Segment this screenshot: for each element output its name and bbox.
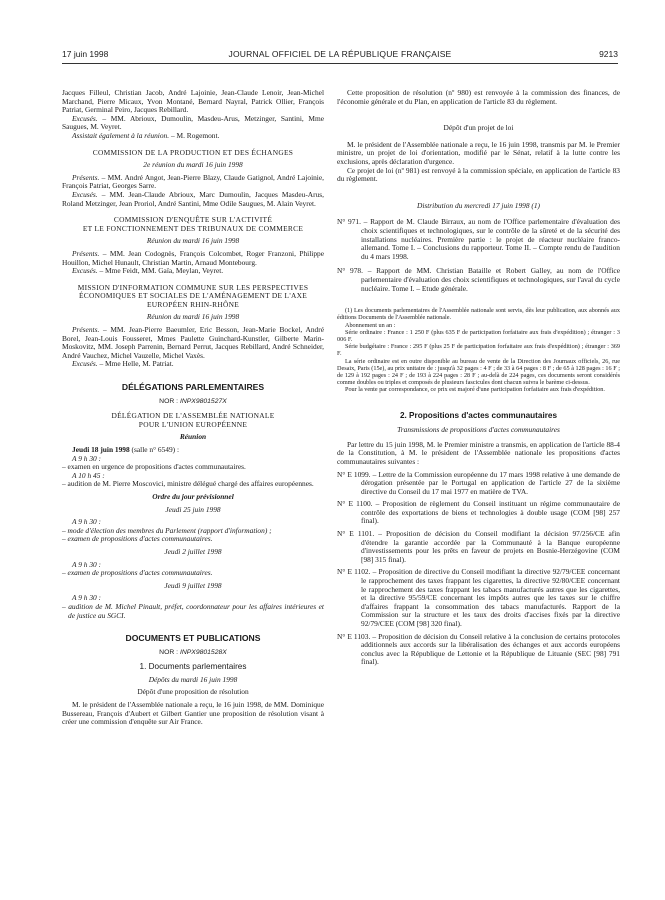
- mission-information-title: MISSION D'INFORMATION COMMUNE SUR LES PERSPECTIVES ÉCONOMIQUES ET SOCIALES DE L'AMÉNAGEMENT DE L'AXE EUROPÉEN RHIN-RHÔNE: [77, 282, 309, 309]
- section-2-intro: Par lettre du 15 juin 1998, M. le Premier ministre a transmis, en application de l'article 88-4 de la Constitution, à M. le président de l'Assemblée nationale les propositions d'actes communautaires suivantes :: [337, 439, 620, 466]
- document-978: N° 978. – Rapport de MM. Christian Bataille et Robert Galley, au nom de l'Office parlementaire d'évaluation des choix scientifiques et technologiques, sur l'aval du cycle nucléaire. Tome I. – Etude générale.: [337, 266, 620, 293]
- commission-enquete-meeting: Réunion du mardi 16 juin 1998: [146, 236, 240, 246]
- agenda-item-audition-pinault: – audition de M. Michel Pinault, préfet, coordonnateur pour les affaires intérieures et de justice au SGCI.: [62, 601, 324, 620]
- page-number: 9213: [599, 49, 618, 59]
- mission-information-present: Présents. – MM. Jean-Pierre Baeumler, Eric Besson, Jean-Marie Bockel, André Borel, Jean-Louis Fousseret, Mmes Paulette Guinchard-Kunstler, Gilberte Marin-Moskovitz, MM. Joseph Parrenin, Bernard Perrut, Jacques Rebillard, André Schneider, André Vauchez, Michel Vauzelle, Michel Vaxès.: [62, 325, 324, 360]
- section-2-subheading: Transmissions de propositions d'actes communautaires: [397, 425, 560, 435]
- header-date: 17 juin 1998: [62, 49, 109, 59]
- date-9-juillet: Jeudi 9 juillet 1998: [164, 580, 222, 590]
- date-25-juin: Jeudi 25 juin 1998: [165, 504, 221, 514]
- commission-production-title: COMMISSION DE LA PRODUCTION ET DES ÉCHANGES: [92, 147, 294, 157]
- attendees-continued: Jacques Filleul, Christian Jacob, André Lajoinie, Jean-Claude Lenoir, Jean-Michel Marchand, Pierre Micaux, Yvon Montané, Bernard Nayral, Patrick Ollier, François Patriat, Germinal Peiro, Jacques Rebillard.: [62, 88, 324, 115]
- delegation-title-1: DÉLÉGATION DE L'ASSEMBLÉE NATIONALE: [111, 411, 275, 421]
- agenda-item-examen-1: – examen de propositions d'actes communautaires.: [62, 534, 213, 544]
- time-9h30: A 9 h 30 :: [72, 453, 102, 463]
- agenda-item-urgent-exam: – examen en urgence de propositions d'actes communautaires.: [62, 462, 246, 472]
- jeudi-18-juin: Jeudi 18 juin 1998 (salle n° 6549) :: [72, 445, 180, 454]
- reunion-label: Réunion: [179, 432, 207, 442]
- commission-enquete-title-1: COMMISSION D'ENQUÊTE SUR L'ACTIVITÉ: [113, 215, 273, 225]
- mission-information-meeting: Réunion du mardi 16 juin 1998: [146, 312, 240, 322]
- footnote-mail-order: Pour la vente par correspondance, ce prix est majoré d'une participation forfaitaire aux frais d'expédition.: [345, 386, 605, 394]
- footnote-serie-budgetaire: Série budgétaire : France : 295 F (plus 25 F de participation forfaitaire aux frais d'expédition) ; étranger : 369 F.: [337, 343, 620, 358]
- left-column: [62, 89, 324, 727]
- section-1-subheading: Dépôts du mardi 16 juin 1998: [148, 674, 238, 684]
- footnote-serie-ordinaire: Série ordinaire : France : 1 250 F (plus 635 F de participation forfaitaire aux frais d'expédition) ; étranger : 3 006 F.: [337, 328, 620, 343]
- commission-enquete-present: Présents. – MM. Jean Codognès, François Colcombet, Roger Franzoni, Philippe Houillon, Michel Hunault, Christian Martin, Arnaud Montebourg.: [62, 248, 324, 267]
- ordre-du-jour-heading: Ordre du jour prévisionnel: [152, 491, 234, 501]
- section-1-subheading-2: Dépôt d'une proposition de résolution: [137, 687, 249, 697]
- depot-projet-loi-p2: Ce projet de loi (nº 981) est renvoyé à la commission spéciale, en application de l'article 83 du règlement.: [337, 165, 620, 184]
- footnote-block: [337, 307, 620, 393]
- commission-production-excused: Excusés. – MM. Jean-Claude Abrioux, Marc Dumoulin, Jacques Masdeu-Arus, Roland Metzinger, Jean Proriol, André Santini, Mme Odile Saugues, M. Alain Veyret.: [62, 189, 324, 208]
- commission-enquete-title-2: ET LE FONCTIONNEMENT DES TRIBUNAUX DE COMMERCE: [82, 223, 304, 233]
- page-header: [62, 49, 618, 63]
- commission-enquete-excused: Excusés. – Mme Feidt, MM. Gaïa, Meylan, Veyret.: [72, 266, 224, 276]
- nor-reference-2: NOR : INPX9801528X: [159, 648, 227, 656]
- time-2-juillet: A 9 h 30 :: [72, 559, 102, 569]
- act-e1101: N° E 1101. – Proposition de décision du Conseil modifiant la décision 97/256/CE afin d'étendre la garantie accordée par la Communauté à la Banque européenne d'investissements pour les prêts en faveur de projets en Bosnie-Herzégovine (COM [98] 315 final).: [337, 529, 620, 564]
- header-rule: [62, 63, 618, 64]
- agenda-item-mode-election: – mode d'élection des membres du Parlement (rapport d'information) ;: [62, 525, 272, 535]
- section-1-paragraph: M. le président de l'Assemblée nationale a reçu, le 16 juin 1998, de MM. Dominique Bussereau, François d'Aubert et Gilbert Gantier une proposition de résolution visant à créer une commission d'enquête sur Air France.: [62, 700, 324, 727]
- right-column: [337, 89, 620, 667]
- act-e1100: N° E 1100. – Proposition de règlement du Conseil instituant un régime communautaire de contrôle des exportations de biens et technologies à double usage (COM [98] 257 final).: [337, 499, 620, 526]
- depot-projet-loi-heading: Dépôt d'un projet de loi: [443, 123, 514, 133]
- section-1-heading: 1. Documents parlementaires: [139, 662, 247, 672]
- act-e1099: N° E 1099. – Lettre de la Commission européenne du 17 mars 1998 relative à une demande de dérogation présentée par le Portugal en application de l'article 27 de la sixième directive du Conseil du 17 mai 1977 en matière de TVA.: [337, 469, 620, 496]
- document-971: N° 971. – Rapport de M. Claude Birraux, au nom de l'Office parlementaire d'évaluation des choix scientifiques et technologiques, sur le contrôle de la sûreté et de la sécurité des installations nucléaires. Première partie : le projet de réacteur nucléaire franco-allemand. Tome I. – Conclusions du rapporteur. Tome II. – Compte rendu de l'audition du 4 mars 1998.: [337, 217, 621, 261]
- excused-paragraph: Excusés. – MM. Abrioux, Dumoulin, Masdeu-Arus, Metzinger, Santini, Mme Saugues, M. Veyret.: [62, 113, 324, 132]
- commission-production-meeting: 2e réunion du mardi 16 juin 1998: [143, 160, 243, 170]
- agenda-item-audition-moscovici: – audition de M. Pierre Moscovici, ministre délégué chargé des affaires européennes.: [62, 479, 314, 489]
- section-2-heading: 2. Propositions d'actes communautaires: [399, 410, 558, 420]
- footnote-1: (1) Les documents parlementaires de l'Assemblée nationale sont servis, dès leur publication, aux abonnés aux éditions Documents de l'Assemblée nationale.: [337, 307, 620, 322]
- delegations-heading: DÉLÉGATIONS PARLEMENTAIRES: [121, 382, 265, 393]
- time-25-juin: A 9 h 30 :: [72, 517, 102, 527]
- distribution-heading: Distribution du mercredi 17 juin 1998 (1): [416, 200, 541, 210]
- act-e1102: N° E 1102. – Proposition de directive du Conseil modifiant la directive 92/79/CEE concernant le rapprochement des taxes frappant les cigarettes, la directive 92/80/CEE concernant le rapprochement des taxes frappant les tabacs manufacturés autres que les cigarettes, et la directive 95/59/CE concernant les impôts autres que les taxes sur le chiffre d'affaires frappant la consommation des tabacs manufacturés. Rapport de la Commission sur la structure et les taux des droits d'accises fixés par la directive 92/79/CEE (COM [98] 320 final).: [337, 567, 621, 628]
- depot-projet-loi-p1: M. le président de l'Assemblée nationale a reçu, le 16 juin 1998, transmis par M. le Premier ministre, un projet de loi d'orientation, modifié par le Sénat, relatif à la lutte contre les exclusions, après déclaration d'urgence.: [337, 139, 620, 166]
- time-9-juillet: A 9 h 30 :: [72, 593, 102, 603]
- commission-production-present: Présents. – MM. André Angot, Jean-Pierre Blazy, Claude Gatignol, André Lajoinie, François Patriat, Georges Sarre.: [62, 172, 324, 191]
- journal-title: JOURNAL OFFICIEL DE LA RÉPUBLIQUE FRANÇAISE: [228, 49, 452, 59]
- date-2-juillet: Jeudi 2 juillet 1998: [164, 546, 222, 556]
- agenda-item-examen-2: – examen de propositions d'actes communautaires.: [62, 568, 213, 578]
- resolution-referral: Cette proposition de résolution (nº 980) est renvoyée à la commission des finances, de l'économie générale et du Plan, en application de l'article 83 du règlement.: [337, 88, 620, 106]
- time-10h45: A 10 h 45 :: [72, 470, 105, 480]
- nor-reference-1: NOR : INPX9801527X: [159, 397, 227, 405]
- act-e1103: N° E 1103. – Proposition de décision du Conseil relative à la conclusion de certains protocoles additionnels aux accords sur la libéralisation des échanges et aux accords européens conclus avec la République de Lettonie et la République de Lituanie (SEC [98] 791 final).: [337, 631, 620, 667]
- also-attended-paragraph: Assistait également à la réunion. – M. Rogemont.: [72, 130, 220, 140]
- mission-information-excused: Excusés. – Mme Helle, M. Patriat.: [72, 359, 174, 369]
- delegation-title-2: POUR L'UNION EUROPÉENNE: [138, 419, 248, 429]
- documents-heading: DOCUMENTS ET PUBLICATIONS: [125, 633, 261, 644]
- footnote-subscription: Abonnement un an :: [345, 321, 396, 329]
- footnote-sale-prices: La série ordinaire est en outre disponible au bureau de vente de la Direction des Journaux officiels, 26, rue Desaix, Paris (15e), au prix unitaire de : jusqu'à 32 pages : 4 F ; de 33 à 64 pages : 8 F ; de 65 à 128 pages : 16 F ; de 129 à 192 pages : 24 F ; de 193 à 224 pages : 28 F ; au-delà de 224 pages, ces documents seront considérés comme doubles ou triples et composés de plusieurs fascicules dont chacun suivra le barème ci-dessus.: [337, 357, 620, 387]
